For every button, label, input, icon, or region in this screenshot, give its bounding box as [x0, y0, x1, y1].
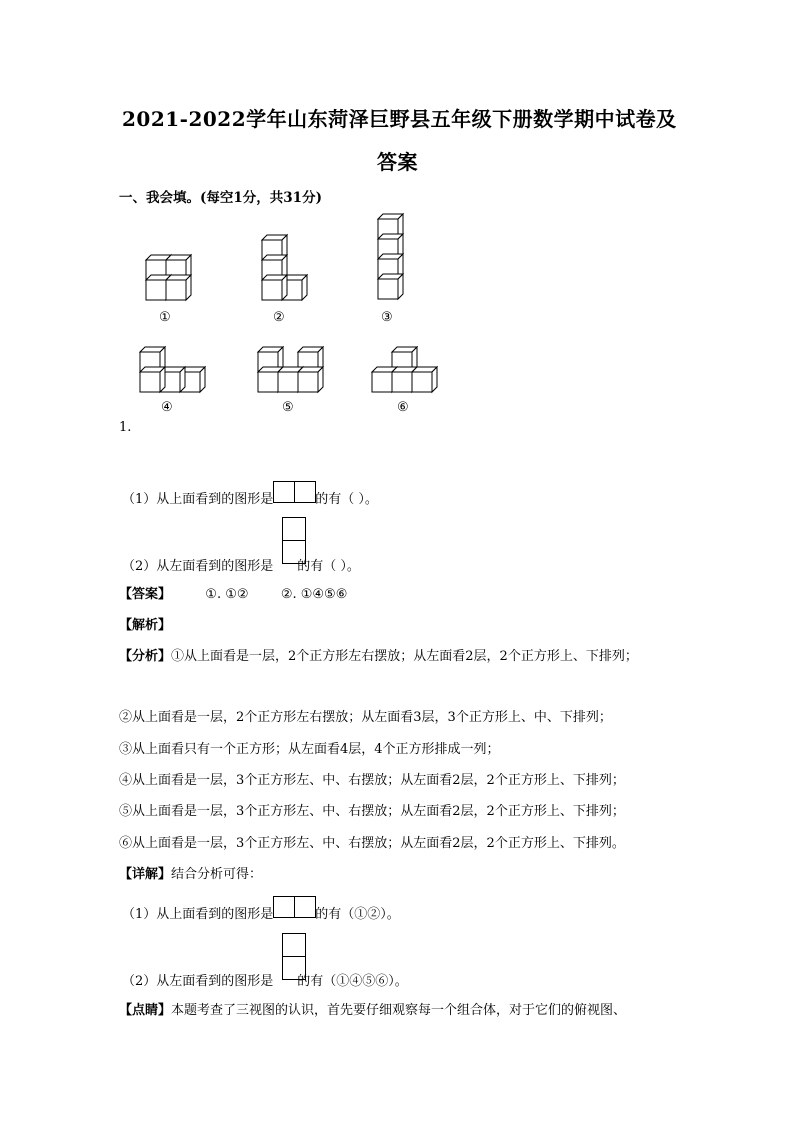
analysis-line-1	[119, 645, 638, 664]
top-view-shape-answer	[273, 896, 315, 922]
analysis-tag: 【解析】	[119, 618, 172, 633]
analysis-line-5: ⑤从上面看是一层，3个正方形左、中、右摆放；从左面看2层，2个正方形上、下排列；	[119, 804, 625, 819]
figure-label-3: ③	[381, 310, 393, 325]
cube-figures	[130, 210, 460, 420]
analysis-line-2: ②从上面看是一层，2个正方形左右摆放；从左面看3层，3个正方形上、中、下排列；	[119, 710, 612, 725]
answer-2: ②. ①④⑤⑥	[280, 587, 348, 602]
answer-tag: 【答案】	[119, 587, 172, 602]
question-2-suffix: 的有（ ）。	[297, 559, 360, 574]
detail-2-prefix: （2）从左面看到的图形是	[122, 974, 274, 989]
question-2-prefix: （2）从左面看到的图形是	[122, 559, 274, 574]
detail-text: 结合分析可得：	[171, 867, 263, 882]
detail-1-suffix: 的有（①②）。	[315, 907, 400, 922]
figure-2	[262, 235, 307, 300]
figure-5	[258, 347, 323, 392]
detail-row	[119, 863, 262, 882]
comment-text: 本题考查了三视图的认识，首先要仔细观察每一个组合体，对于它们的俯视图、	[171, 1003, 627, 1018]
figure-label-1: ①	[159, 310, 171, 325]
page-title: 2021-2022学年山东菏泽巨野县五年级下册数学期中试卷及	[122, 107, 677, 131]
analysis-text-1: ①从上面看是一层，2个正方形左右摆放；从左面看2层，2个正方形上、下排列；	[171, 649, 638, 664]
top-view-shape	[273, 481, 315, 507]
figure-label-6: ⑥	[397, 400, 409, 415]
analysis-line-4: ④从上面看是一层，3个正方形左、中、右摆放；从左面看2层，2个正方形上、下排列；	[119, 773, 625, 788]
detail-2-suffix: 的有（①④⑤⑥）。	[297, 974, 408, 989]
question-1-prefix: （1）从上面看到的图形是	[122, 492, 274, 507]
question-1	[122, 488, 378, 507]
question-2	[122, 555, 360, 574]
figure-6	[372, 347, 437, 392]
answer-row	[119, 583, 347, 602]
question-1-suffix: 的有（ ）。	[315, 492, 378, 507]
section-heading: 一、我会填。(每空1分，共31分)	[119, 190, 322, 206]
comment-tag: 【点睛】	[119, 1003, 172, 1018]
figure-4	[140, 347, 205, 392]
analysis-line-3: ③从上面看只有一个正方形；从左面看4层，4个正方形排成一列；	[119, 742, 500, 757]
detail-tag: 【详解】	[119, 867, 172, 882]
fenxi-tag: 【分析】	[119, 649, 172, 664]
figure-label-2: ②	[273, 310, 285, 325]
comment-row	[119, 999, 626, 1018]
figure-3	[378, 214, 403, 299]
answer-1: ①. ①②	[205, 587, 249, 602]
figure-label-4: ④	[161, 400, 173, 415]
figure-1	[146, 255, 191, 300]
page-title-line2: 答案	[377, 150, 418, 174]
detail-2	[122, 970, 408, 989]
analysis-line-6: ⑥从上面看是一层，3个正方形左、中、右摆放；从左面看2层，2个正方形上、下排列。	[119, 836, 625, 851]
detail-1-prefix: （1）从上面看到的图形是	[122, 907, 274, 922]
figure-label-5: ⑤	[282, 400, 294, 415]
question-number: 1.	[119, 420, 132, 435]
detail-1	[122, 903, 400, 922]
